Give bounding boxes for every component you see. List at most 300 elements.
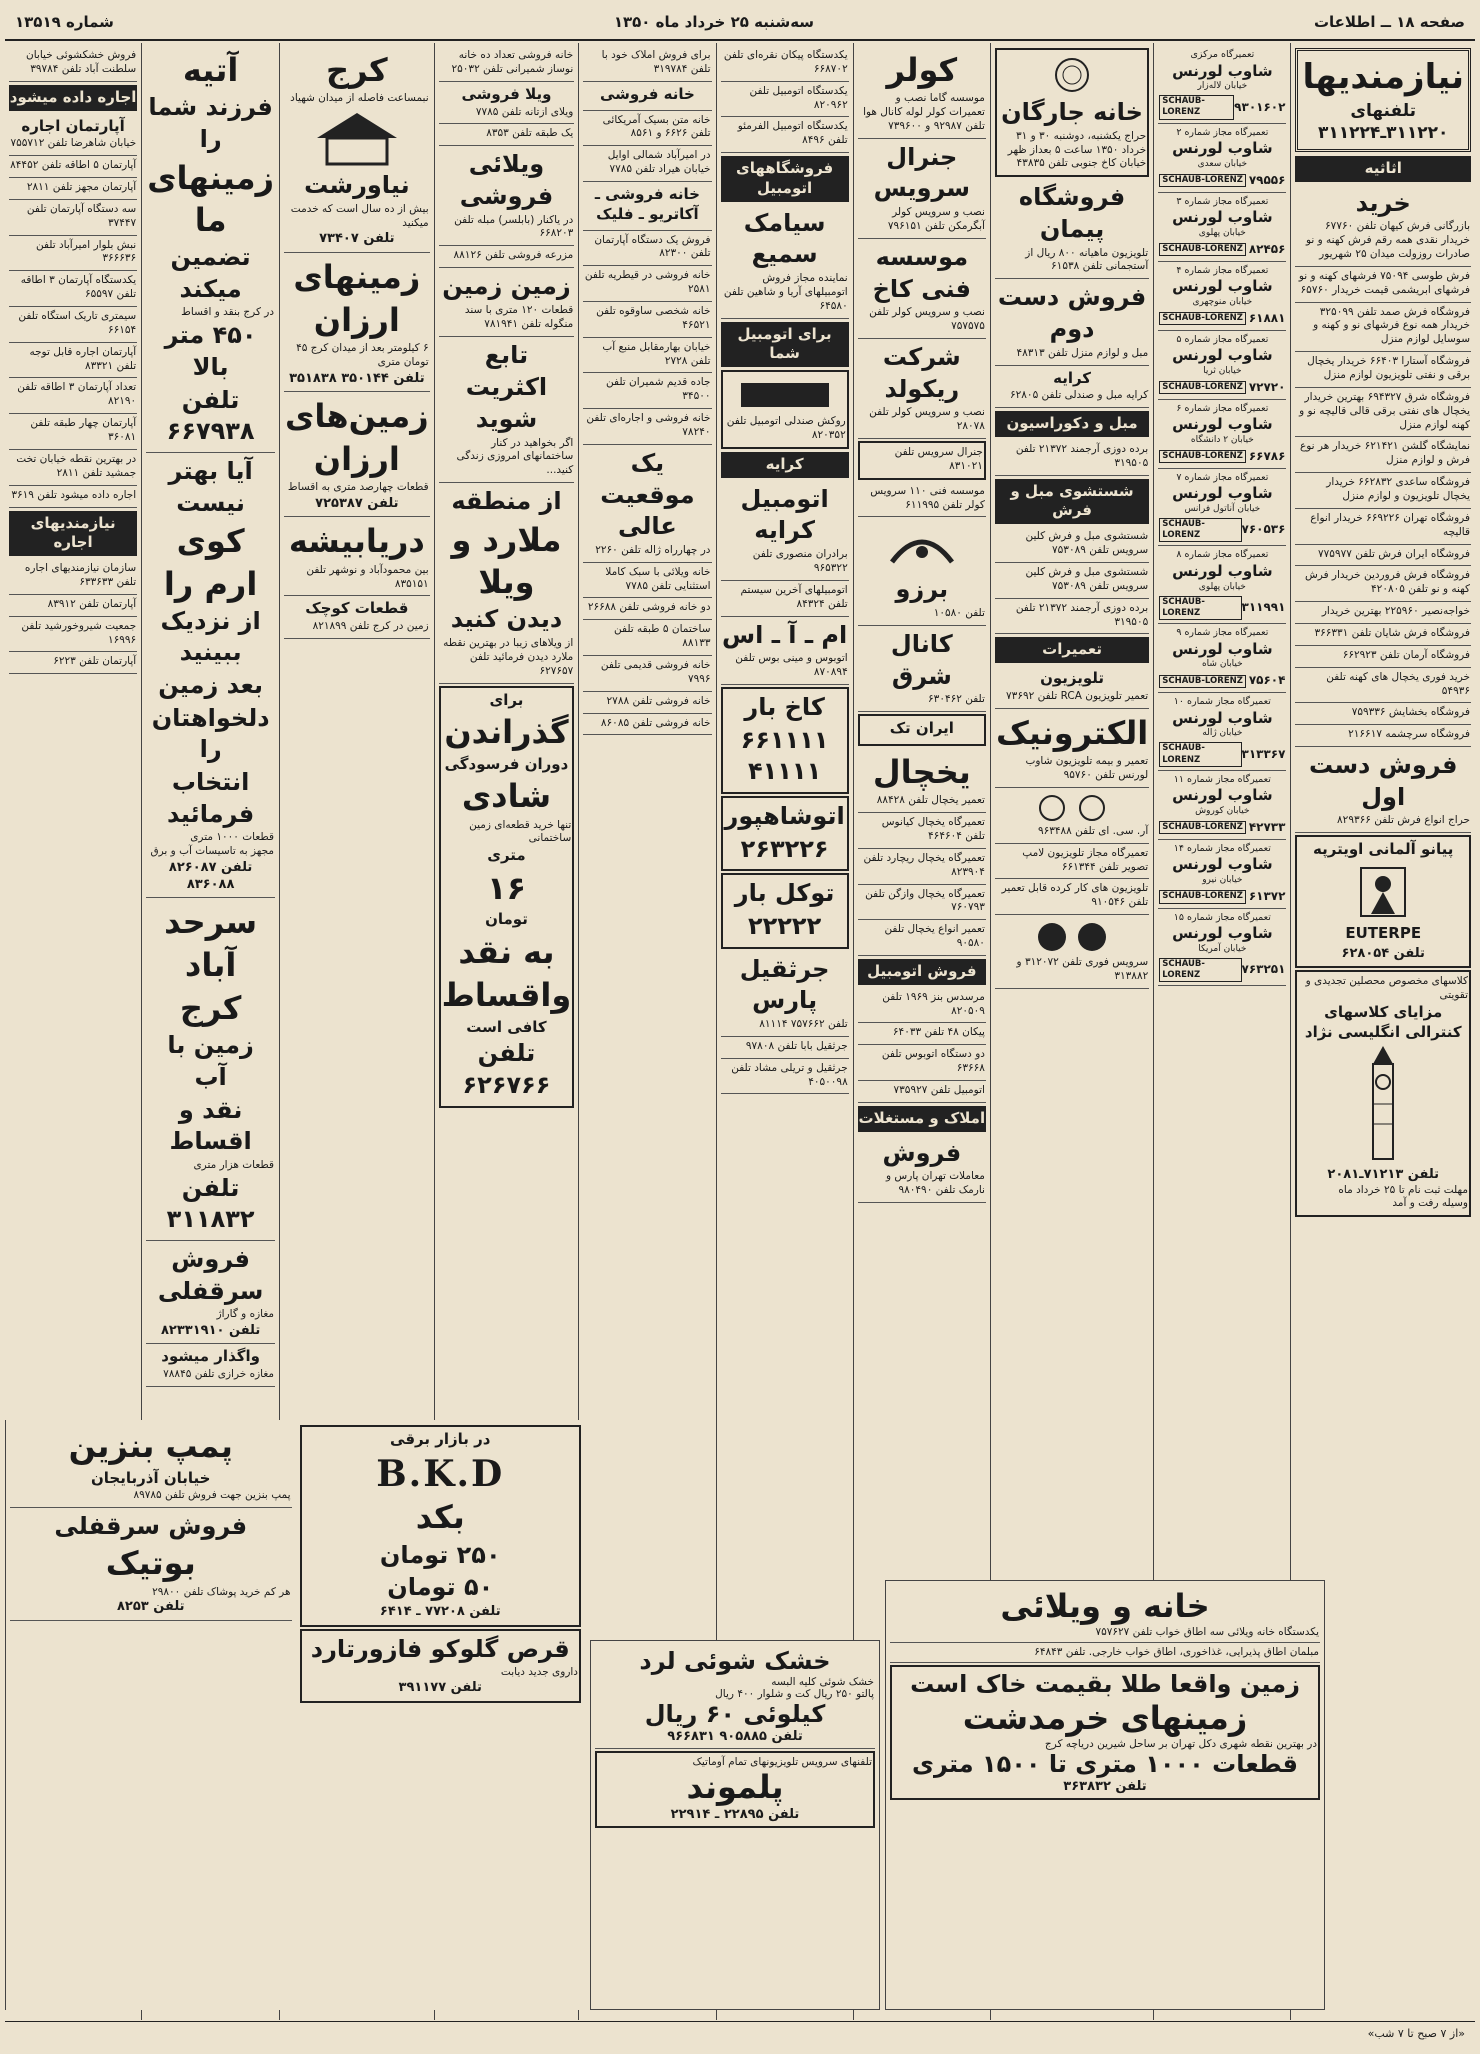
melk-banner: املاک و مستغلات	[858, 1106, 986, 1132]
ad-text: خیابان شاهرضا تلفن ۷۵۵۷۱۲	[10, 137, 137, 150]
ad-text: اگر بخواهید در کنار ساختمانهای امروزی زندگی کنید...	[456, 436, 574, 477]
general-title: جنرال سرویس	[873, 142, 971, 203]
ad-heading: خانه فروشی	[599, 84, 695, 103]
schaub-logo: SCHAUB-LORENZ	[1159, 450, 1246, 463]
masthead-title: نیازمندیها	[1302, 57, 1464, 97]
barzoo-title: برزو	[895, 575, 949, 604]
ad-text: تعمیر یخچال تلفن ۸۸۴۲۸	[876, 794, 985, 807]
ad-text: خرید فوری یخچال های کهنه تلفن ۵۴۹۳۶	[1326, 670, 1470, 697]
ad-heading: خانه فروشی ـ آکاتریو ـ فلیک	[594, 184, 700, 223]
pomp-sub: خیابان آذربایجان	[91, 1468, 211, 1487]
barzoo-logo-icon	[859, 522, 985, 572]
ad-text: داروی جدید دیابت	[500, 1666, 578, 1679]
lower-middle-block	[590, 1640, 880, 2010]
schaub-lorenz-ad	[1158, 909, 1286, 987]
schaub-lorenz-ad	[1158, 331, 1286, 400]
lang-title: مزایای کلاسهای کنترالی انگلیسی نژاد	[1304, 1002, 1462, 1041]
ad-text: بین محمودآباد و نوشهر تلفن ۸۳۵۱۵۱	[306, 563, 429, 590]
ad-text: تعمیر و بیمه تلویزیون شاوب لورنس تلفن ۹۵۷۶۰	[1025, 755, 1149, 781]
schaub-branch: تعمیرگاه مجاز شماره ۸	[1176, 549, 1269, 561]
karaj-title: کرج	[326, 51, 388, 89]
malard-title: ملارد و ویلا	[451, 520, 562, 602]
electronic-title: الکترونیک	[995, 713, 1149, 752]
schaub-branch: تعمیرگاه مجاز شماره ۱۵	[1173, 911, 1271, 923]
ad-text: اتومبیلهای آخرین سیستم تلفن ۸۴۳۲۴	[740, 583, 848, 610]
seal-icon	[998, 55, 1146, 95]
ad-text: فروشگاه فرش فروردین خریدار فرش کهنه و نو تلفن ۴۲۰۸۰۵	[1304, 569, 1470, 596]
ad-text: حراج انواع فرش تلفن ۸۲۹۳۶۶	[1337, 814, 1470, 827]
schaub-brand: شاوب لورنس	[1172, 786, 1273, 805]
piano-text: پیانو آلمانی اویترپه	[1313, 840, 1454, 859]
ad-text: جرثقیل بابا تلفن ۹۷۸۰۸	[745, 1039, 848, 1052]
mantaghe-title: از منطقه	[451, 487, 562, 516]
schaub-address: خیابان نیرو	[1202, 875, 1243, 886]
schaub-logo: SCHAUB-LORENZ	[1159, 381, 1246, 394]
ad-text: تعداد آپارتمان ۳ اطاقه تلفن ۸۲۱۹۰	[17, 381, 137, 408]
ad-text: نماینده مجاز فروش اتومبیلهای آریا و شاهین تلفن ۶۴۵۸۰	[723, 272, 848, 312]
ad-text: خانه شخصی ساوقوه تلفن ۴۶۵۲۱	[596, 304, 711, 331]
schaub-branch: تعمیرگاه مجاز شماره ۱۴	[1173, 842, 1271, 854]
ad-text: سیمتری تاریک استگاه تلفن ۶۶۱۵۴	[18, 310, 137, 336]
karaj2-title: کرج	[179, 988, 242, 1027]
tv-title: تلویزیون	[1040, 669, 1105, 688]
shadi-title: شادی	[461, 777, 552, 816]
schaub-row	[1159, 449, 1285, 465]
ad-text: یک طبقه تلفن ۸۳۵۳	[486, 127, 574, 140]
schaub-logo: SCHAUB-LORENZ	[1159, 821, 1246, 834]
schaub-lorenz-ad	[1158, 400, 1286, 469]
schaub-logo: SCHAUB-LORENZ	[1159, 742, 1241, 766]
ad-text: اتوبوس و مینی بوس تلفن ۸۷۰۸۹۴	[735, 652, 848, 679]
entekhab: انتخاب فرمائید	[167, 768, 255, 828]
ad-text: تعمیرگاه یخچال کیانوس تلفن ۴۶۴۶۰۴	[881, 816, 985, 842]
schaub-phone: ۳۱۱۹۹۱	[1241, 599, 1286, 614]
zaminha-title: زمینهای	[293, 257, 421, 296]
schaub-branch: تعمیرگاه مجاز شماره ۶	[1176, 402, 1269, 414]
schaub-row	[1159, 518, 1285, 542]
ad-text: تلفن ۱۰۵۸۰	[933, 607, 985, 620]
niazmand-banner: نیازمندیهای اجاره	[9, 511, 137, 557]
ad-text: مغازه خرازی تلفن ۷۸۸۴۵	[163, 1368, 275, 1381]
pomp-title: پمپ بنزین	[68, 1427, 233, 1465]
piano-figure-icon	[1298, 862, 1468, 922]
schaub-brand: شاوب لورنس	[1172, 415, 1273, 434]
schaub-address: خیابان آمریکا	[1198, 944, 1247, 955]
piano-phone: تلفن ۶۲۸۰۵۴	[1341, 945, 1425, 961]
lower-right-block	[885, 1580, 1325, 2010]
keraye-title: کرایه	[1053, 368, 1092, 387]
sarhad-title: سرحد آباد	[164, 903, 258, 984]
schaub-address: خیابان لاله‌زار	[1197, 81, 1248, 92]
car-shops-banner: فروشگاههای اتومبیل	[721, 156, 849, 202]
rca-logo-icon	[996, 793, 1148, 823]
decor-banner: مبل و دکوراسیون	[995, 411, 1149, 437]
ad-text: ساختمان ۵ طبقه تلفن ۸۸۱۳۳	[614, 623, 711, 650]
schaub-brand: شاوب لورنس	[1172, 708, 1273, 727]
lower-col-bkd	[296, 1420, 586, 2010]
ad-text: نصب و سرویس کولر تلفن ۲۸۰۷۸	[869, 406, 985, 433]
schaub-row	[1159, 311, 1285, 327]
ad-text: فروشگاه سرچشمه ۲۱۶۶۱۷	[1348, 728, 1470, 741]
tazmin: تضمین میکند	[170, 243, 251, 303]
big-ben-icon	[1298, 1044, 1468, 1164]
ad-text: نبش بلوار امیرآباد تلفن ۳۶۶۶۳۶	[35, 238, 137, 265]
schaub-phone: ۹۳۰۱۶۰۲	[1234, 99, 1286, 114]
lower-col-pomp	[5, 1420, 296, 2010]
header-issue: شماره ۱۳۵۱۹	[15, 13, 114, 31]
kakhbar-title: کاخ بار	[744, 692, 825, 721]
pars-title: جرثقیل پارس	[739, 954, 830, 1015]
ad-text: خانه فروشی تعداد ده خانه نوساز شمیرانی تلفن ۲۵۰۳۲	[451, 49, 574, 75]
schaub-brand: شاوب لورنس	[1172, 277, 1273, 296]
ad-text: جرثقیل و تریلی مشاد تلفن ۴۰۵۰۰۹۸	[731, 1061, 848, 1088]
schaub-logo: SCHAUB-LORENZ	[1159, 518, 1241, 542]
schaub-brand: شاوب لورنس	[1172, 561, 1273, 580]
ad-text: در کرج بنقد و اقساط	[181, 306, 275, 319]
piano-brand: EUTERPE	[1345, 924, 1422, 943]
footer-note: «از ۷ صبح تا ۷ شب»	[1367, 2026, 1465, 2040]
gozarandan-title: گذراندن	[444, 713, 569, 752]
schaub-row	[1159, 958, 1285, 982]
vagozari: واگذار میشود	[161, 1347, 260, 1366]
schaub-row	[1159, 380, 1285, 396]
autoshahpour-title: اتوشاهپور	[724, 801, 845, 830]
bkd-ad	[300, 1425, 582, 1627]
schaub-lorenz-ad	[1158, 693, 1286, 771]
ad-text: حراج یکشنبه، دوشنبه ۳۰ و ۳۱ خرداد ۱۳۵۰ ساعت ۵ بعداز ظهر خیابان کاخ جنوبی تلفن ۴۳۸۳۵	[1007, 129, 1147, 170]
masthead	[1295, 48, 1471, 152]
ad-text: آر. سی. ای تلفن ۹۶۳۴۸۸	[1037, 824, 1149, 837]
buy-title: خرید	[1355, 188, 1411, 217]
gozarandan-sub: دوران فرسودگی	[444, 754, 569, 773]
ad-heading: آپارتمان اجاره	[21, 116, 125, 135]
ad-text: خانه فروشی در قیطریه تلفن ۲۵۸۱	[584, 269, 711, 296]
schaub-branch: تعمیرگاه مجاز شماره ۷	[1176, 471, 1269, 483]
schaub-row	[1159, 820, 1285, 836]
ad-text: قطعات ۱۰۰۰ متری	[190, 831, 275, 844]
kaweh-logo-icon	[724, 377, 846, 413]
fridge-title: یخچال	[872, 752, 971, 791]
mas-title: ام ـ آ ـ اس	[722, 620, 848, 649]
ad-text: فروشگاه تهران ۶۶۹۲۲۶ خریدار انواع قالیچه	[1310, 511, 1470, 538]
arzan2-phone: تلفن ۷۲۵۳۸۷	[315, 496, 399, 512]
ad-text: خانه متن بسیک آمریکائی تلفن ۶۶۲۶ و ۸۵۶۱	[602, 113, 711, 140]
schaub-brand: شاوب لورنس	[1172, 139, 1273, 158]
ad-heading: ویلا فروشی	[461, 84, 552, 103]
schaub-address: خیابان سعدی	[1197, 158, 1248, 169]
ad-text: خانه فروشی تلفن ۸۶۰۸۵	[600, 716, 711, 729]
ad-text: کرایه مبل و صندلی تلفن ۶۲۸۰۵	[1010, 389, 1149, 402]
zamin-title: زمین واقعا طلا بقیمت خاک است	[910, 1670, 1300, 1698]
ricold-title: شرکت ریکولد	[882, 342, 961, 403]
ad-text: خانه فروشی قدیمی تلفن ۷۹۹۶	[600, 659, 711, 685]
sar2-title: فروش سرقفلی	[54, 1511, 248, 1540]
kakhbar-phone2: ۴۱۱۱۱	[747, 757, 822, 786]
rental-title: اتومبیل کرایه	[740, 484, 829, 545]
ad-text: قطعات هزار متری	[193, 1158, 275, 1171]
ad-text: فروش خشکشوئی خیابان سلطنت آباد تلفن ۳۹۷۸۴	[26, 49, 137, 75]
ad-text: آپارتمان تلفن ۸۳۹۱۲	[47, 597, 137, 610]
karaj-phone: تلفن ۷۳۴۰۷	[319, 231, 395, 247]
delkhah: دلخواهتان را	[151, 703, 270, 764]
ghors-ad	[300, 1629, 582, 1703]
sar-phone: تلفن ۸۲۳۳۱۹۱۰	[160, 1323, 261, 1339]
boutique-title: بوتیک	[105, 1543, 196, 1582]
villa-title: خانه و ویلائی	[1000, 1587, 1210, 1625]
schaub-lorenz-ad	[1158, 469, 1286, 547]
ad-text: فروشگاه فرش شایان تلفن ۳۶۶۳۳۱	[1314, 626, 1470, 639]
phone: تلفن ۶۶۷۹۳۸	[166, 385, 255, 446]
ad-text: تلویزیون های کار کرده قابل تعمیر تلفن ۹۱۰۵۴۶	[1001, 882, 1149, 909]
ad-text: ۶ کیلومتر بعد از میدان کرج ۴۵ تومان متری	[296, 342, 429, 368]
schaub-brand: شاوب لورنس	[1172, 208, 1273, 227]
pelmond-ad	[595, 1751, 875, 1828]
schaub-lorenz-ad	[1158, 771, 1286, 840]
ad-text: نبمساعت فاصله از میدان شهیاد	[290, 92, 429, 105]
ad-text: فروشگاه فرش صمد تلفن ۳۲۵۰۹۹ خریدار همه نوع فرشهای نو و کهنه و سوسایل لوازم منزل	[1313, 305, 1470, 346]
ad-text: مغازه و گاراژ	[216, 1308, 275, 1321]
ad-text: آپارتمان اجاره قابل توجه تلفن ۸۳۳۲۱	[29, 345, 137, 372]
melk-title: فروش	[882, 1138, 962, 1167]
ad-text: هر کم خرید پوشاک تلفن ۲۹۸۰۰	[152, 1585, 291, 1598]
tabe-title: تابع	[484, 340, 529, 369]
ad-text: تلفن ۶۳۰۴۶۲	[928, 693, 985, 706]
schaub-brand: شاوب لورنس	[1172, 61, 1273, 80]
ad-text: بیش از ده سال است که خدمت میکنید	[290, 202, 429, 229]
schaub-lorenz-ad	[1158, 840, 1286, 909]
header-section: صفحه ۱۸ ــ اطلاعات	[1313, 13, 1465, 31]
schaub-brand: شاوب لورنس	[1172, 855, 1273, 874]
ad-text: پالتو ۲۵۰ ریال کت و شلوار ۴۰۰ ریال	[715, 1688, 874, 1700]
ad-text: مبل و لوازم منزل تلفن ۴۸۳۱۳	[1016, 346, 1149, 359]
kafi-phone: تلفن ۶۲۶۷۶۶	[462, 1039, 551, 1100]
ad-text: فروشگاه آستارا ۶۶۴۰۳ خریدار یخچال برقی و نفتی تلویزیون لوازم منزل	[1307, 355, 1470, 381]
ad-text: نصب و سرویس کولر آبگرمکن تلفن ۷۹۶۱۵۱	[887, 206, 985, 233]
ad-text: مهلت ثبت نام تا ۲۵ خرداد ماه	[1338, 1183, 1468, 1196]
arzan-phone: تلفن ۳۵۰۱۴۴ ۳۵۱۸۳۸	[289, 370, 425, 386]
ad-text: برادران منصوری تلفن ۹۶۵۳۲۲	[752, 548, 848, 574]
ad-text: جنرال سرویس تلفن ۸۳۱۰۲۱	[894, 446, 983, 472]
schaub-logo: SCHAUB-LORENZ	[1159, 174, 1246, 187]
schaub-logo: SCHAUB-LORENZ	[1159, 958, 1241, 982]
daryabishe-title: دریابیشه	[288, 522, 425, 561]
sale-title: فروش دست اول	[1309, 751, 1458, 811]
arzan2-title: ارزان	[313, 440, 400, 479]
ad-text: فرش طوسی ۷۵۰۹۴ فرشهای کهنه و نو فرشهای ابریشمی قیمت خریدار ۶۵۷۶۰	[1298, 269, 1470, 296]
bkd-price: ۲۵۰ تومان	[379, 1540, 501, 1569]
schaub-brand: شاوب لورنس	[1172, 484, 1273, 503]
ad-text: فروشگاه ایران فرش تلفن ۷۷۵۹۷۷	[1318, 547, 1470, 560]
wash-banner: شستشوی مبل و فرش	[995, 479, 1149, 525]
pelmond-label: تلفنهای سرویس تلویزیونهای تمام آوماتیک	[692, 1756, 872, 1768]
schaub-row	[1159, 742, 1285, 766]
ad-text: سازمان نیازمندیهای اجاره تلفن ۶۳۳۶۳۳	[24, 562, 137, 588]
shadi-ad	[439, 686, 575, 1108]
dastdovom-title: فروش دست دوم	[997, 283, 1147, 343]
fanni-title: موسسه فنی کاخ	[872, 242, 972, 303]
zamin-phone: تلفن ۳۶۳۸۳۲	[1063, 1779, 1147, 1794]
tavakkol-phone: ۲۲۲۲۲	[747, 911, 822, 940]
tabe-text: اکثریت شوید	[465, 373, 548, 433]
rca-logo-icon	[996, 920, 1148, 954]
ad-text: نصب و سرویس کولر تلفن ۷۵۷۵۷۵	[869, 306, 985, 333]
schaub-phone: ۷۶۰۵۳۶	[1241, 522, 1286, 537]
schaub-branch: تعمیرگاه مجاز شماره ۵	[1176, 333, 1269, 345]
ad-text: در یاکنار (بابلسر) مبله تلفن ۶۶۸۲۰۳	[454, 213, 574, 240]
ad-text: شستشوی مبل و فرش کلین سرویس تلفن ۷۵۳۰۸۹	[1025, 530, 1149, 557]
autoshahpour-phone: ۲۶۳۲۲۶	[740, 834, 829, 863]
kakhbar-phone: ۶۶۱۱۱۱	[740, 725, 829, 754]
ad-text: پمپ بنزین جهت فروش تلفن ۸۹۷۸۵	[133, 1489, 291, 1502]
schaub-branch: تعمیرگاه مجاز شماره ۳	[1176, 195, 1269, 207]
ad-text: فروشگاه ساعدی ۶۶۲۸۳۲ خریدار یخچال تلویزیون و لوازم منزل	[1326, 476, 1470, 502]
ad-text: قطعات چهارصد متری به اقساط	[287, 481, 429, 494]
schaub-lorenz-ad	[1158, 46, 1286, 124]
ad-text: خشک شوئی کلیه البسه	[771, 1676, 874, 1688]
pelmond-title: پلموند	[686, 1768, 784, 1806]
schaub-address: خیابان منوچهری	[1192, 297, 1253, 308]
schaub-logo: SCHAUB-LORENZ	[1159, 95, 1234, 119]
bkd-fa: بکد	[415, 1498, 465, 1537]
ad-text: وسیله رفت و آمد	[1392, 1197, 1468, 1210]
foryou-banner: برای اتومبیل شما	[721, 322, 849, 368]
ad-text: برده دوزی آرجمند ۲۱۳۷۲ تلفن ۳۱۹۵۰۵	[1015, 601, 1149, 628]
siamak-title: سیامک سمیع	[743, 208, 826, 269]
ad-text: مرسدس بنز ۱۹۶۹ تلفن ۸۲۰۵۰۹	[882, 990, 985, 1017]
ad-text: یکدستگاه پیکان نقره‌ای تلفن ۶۶۸۷۰۲	[723, 49, 848, 75]
ad-text: مزرعه فروشی تلفن ۸۸۱۲۶	[453, 249, 574, 262]
schaub-phone: ۸۲۴۵۶	[1248, 241, 1286, 256]
house-icon	[285, 108, 429, 168]
rental-banner: کرایه	[721, 452, 849, 478]
schaub-logo: SCHAUB-LORENZ	[1159, 675, 1246, 688]
schaub-branch: تعمیرگاه مجاز شماره ۴	[1176, 264, 1269, 276]
schaub-row	[1159, 95, 1285, 119]
ad-text: فروشگاه شرق ۶۹۴۳۲۷ بهترین خریدار یخچال های نفتی برقی قالی قالیچه نو و کهنه لوازم منزل	[1299, 390, 1470, 431]
schaub-lorenz-ad	[1158, 193, 1286, 262]
kafi-text: کافی است	[466, 1017, 547, 1036]
sar-title: فروش سرقفلی	[157, 1245, 264, 1305]
schaub-logo: SCHAUB-LORENZ	[1159, 890, 1246, 903]
zamin-sub: زمینهای خرمدشت	[962, 1699, 1248, 1737]
ad-text: در بهترین نقطه خیابان تخت جمشید تلفن ۲۸۱۱	[16, 452, 137, 479]
ad-text: تنها خرید قطعه‌ای زمین ساختمانی	[469, 818, 572, 845]
ad-text: موسسه گاما نصب و تعمیرات کولر لوله کانال هوا تلفن ۹۲۹۸۷ و ۷۳۹۶۰۰	[863, 92, 985, 132]
karaj-banner: نیاورشت	[304, 171, 410, 200]
nazdik: از نزدیک ببینید	[160, 606, 261, 667]
ad-text: یکدستگاه اتومبیل تلفن ۸۲۰۹۶۲	[749, 84, 848, 111]
header-date: سه‌شنبه ۲۵ خرداد ماه ۱۳۵۰	[613, 13, 815, 31]
schaub-branch: تعمیرگاه مرکزی	[1190, 49, 1255, 60]
ad-text: فروش یک دستگاه آپارتمان تلفن ۸۲۳۰۰	[594, 233, 711, 260]
ad-text: مجهز به تاسیسات آب و برق	[150, 845, 275, 858]
schaub-brand: شاوب لورنس	[1172, 346, 1273, 365]
atiye-title: آتیه	[182, 51, 239, 89]
ad-text: بازرگانی فرش کیهان تلفن ۶۷۷۶۰ خریدار نقدی همه رقم فرش کهنه و نو صادرات روزولت میدان ۲۵ شهریور	[1305, 220, 1470, 260]
rent-banner: اجاره داده میشود	[9, 85, 137, 111]
schaub-branch: تعمیرگاه مجاز شماره ۹	[1176, 627, 1269, 639]
schaub-branch: تعمیرگاه مجاز شماره ۲	[1176, 126, 1269, 138]
kanal-title: کانال شرق	[890, 629, 953, 690]
ad-text: سه دستگاه آپارتمان تلفن ۳۷۴۴۷	[26, 202, 137, 229]
ad-text: جمعیت شیروخورشید تلفن ۱۶۹۹۶	[21, 619, 137, 646]
bkd-price2: ۵۰ تومان	[387, 1573, 494, 1602]
kiloyi-title: کیلوئی ۶۰ ریال	[644, 1700, 826, 1728]
piano-ad	[1295, 835, 1471, 968]
gozarandan-pre: برای	[489, 690, 524, 709]
schaub-lorenz-ad	[1158, 262, 1286, 331]
ad-text: برای فروش املاک خود با تلفن ۳۱۹۷۸۴	[601, 49, 711, 75]
repairs-banner: تعمیرات	[995, 637, 1149, 663]
phone2: تلفن ۸۲۶۰۸۷ ۸۳۶۰۸۸	[168, 860, 253, 893]
lang-phone: تلفن ۷۱۲۱۳ـ۲۰۸۱	[1327, 1167, 1440, 1183]
schaub-row	[1159, 889, 1285, 905]
peyman-title: فروشگاه پیمان	[1018, 183, 1126, 243]
ad-text: قطعات ۱۲۰ متری با سند منگوله تلفن ۷۸۱۹۴۱	[464, 303, 574, 330]
ad-text: در امیرآباد شمالی اوایل خیابان هیراد تلفن ۷۷۸۵	[607, 149, 711, 176]
ad-text: تعمیر تلویزیون RCA تلفن ۷۳۶۹۲	[1006, 690, 1149, 703]
schaub-phone: ۷۲۷۲۰	[1248, 379, 1286, 394]
schaub-lorenz-ad	[1158, 624, 1286, 693]
price-pre: متری	[487, 846, 526, 865]
schaub-lorenz-ad	[1158, 546, 1286, 624]
schaub-address: خیابان پهلوی	[1198, 581, 1246, 592]
ad-text: آپارتمان تلفن ۶۲۲۳	[53, 655, 137, 668]
schaub-row	[1159, 596, 1285, 620]
ad-text: موسسه فنی ۱۱۰ سرویس کولر تلفن ۶۱۱۹۹۵	[870, 484, 985, 511]
schaub-phone: ۷۹۵۵۶	[1248, 172, 1286, 187]
schaub-row	[1159, 173, 1285, 189]
ad-text: خواجه‌نصیر ۲۲۵۹۶۰ بهترین خریدار	[1321, 605, 1470, 618]
cooler-title: کولر	[886, 51, 958, 89]
schaub-logo: SCHAUB-LORENZ	[1159, 312, 1246, 325]
zaminha2-title: زمین‌های	[285, 396, 429, 435]
ad-text: خانه فروشی تلفن ۲۷۸۸	[606, 694, 711, 707]
tavakkol-title: توکل بار	[734, 879, 835, 908]
bkd-latin: B.K.D	[376, 1452, 505, 1495]
ad-text: مبلمان اطاق پذیرایی، غذاخوری، اطاق خواب خارجی. تلفن ۶۴۸۴۳	[1034, 1646, 1319, 1658]
ad-text: نمایشگاه گلشن ۶۲۱۴۲۱ خریدار هر نوع فرش و لوازم منزل	[1299, 440, 1470, 467]
villa-title: ویلائی فروشی	[459, 150, 554, 210]
ad-text: در چهارراه ژاله تلفن ۲۲۶۰	[595, 543, 711, 556]
ghotat-title: قطعات کوچک	[305, 599, 409, 618]
banaghd-title: به نقد	[458, 933, 555, 972]
ad-text: ویلای ازتانه تلفن ۷۷۸۵	[475, 105, 574, 118]
schaub-logo: SCHAUB-LORENZ	[1159, 596, 1241, 620]
ad-text: زمین در کرج تلفن ۸۲۱۸۹۹	[312, 620, 429, 633]
schaub-address: خیابان ۲ دانشگاه	[1190, 435, 1254, 446]
masthead-phones: تلفنهای ۳۱۱۲۲۰ـ۳۱۱۲۲۴	[1318, 100, 1449, 144]
ad-text: پیکان ۴۸ تلفن ۶۴۰۳۳	[892, 1026, 985, 1039]
iran-title: ایران تک	[889, 719, 954, 738]
laundry-title: خشک شوئی لرد	[639, 1647, 831, 1675]
ad-text: معاملات تهران پارس و نارمک تلفن ۹۸۰۴۹۰	[885, 1170, 985, 1197]
schaub-phone: ۳۱۳۳۶۷	[1241, 746, 1286, 761]
phone3: تلفن ۳۱۱۸۳۲	[166, 1173, 255, 1234]
ad-text: از ویلاهای زیبا در بهترین نقطه ملارد دیدن فرمائید تلفن ۶۲۷۶۵۷	[443, 636, 574, 677]
ad-text: سرویس فوری تلفن ۳۱۲۰۷۲ و ۳۱۳۸۸۲	[1016, 956, 1149, 982]
schaub-address: خیابان پهلوی	[1198, 228, 1246, 238]
aghsat-title: واقساط	[441, 976, 572, 1015]
schaub-phone: ۶۱۸۸۱	[1248, 310, 1286, 325]
ad-text: یکدستگاه آپارتمان ۳ اطاقه تلفن ۶۵۵۹۷	[20, 274, 137, 301]
zamin-lots: قطعات ۱۰۰۰ متری تا ۱۵۰۰ متری	[912, 1750, 1298, 1778]
ad-text: دو خانه فروشی تلفن ۲۶۶۸۸	[587, 601, 711, 614]
schaub-brand: شاوب لورنس	[1172, 924, 1273, 943]
language-ad	[1295, 970, 1471, 1217]
ad-text: در بهترین نقطه شهری دکل تهران بر ساحل شیرین دریاچه کرج	[1044, 1738, 1317, 1750]
ad-text: تلویزیون ماهیانه ۸۰۰ ریال از آستجمانی تلفن ۶۱۵۳۸	[1025, 246, 1149, 273]
